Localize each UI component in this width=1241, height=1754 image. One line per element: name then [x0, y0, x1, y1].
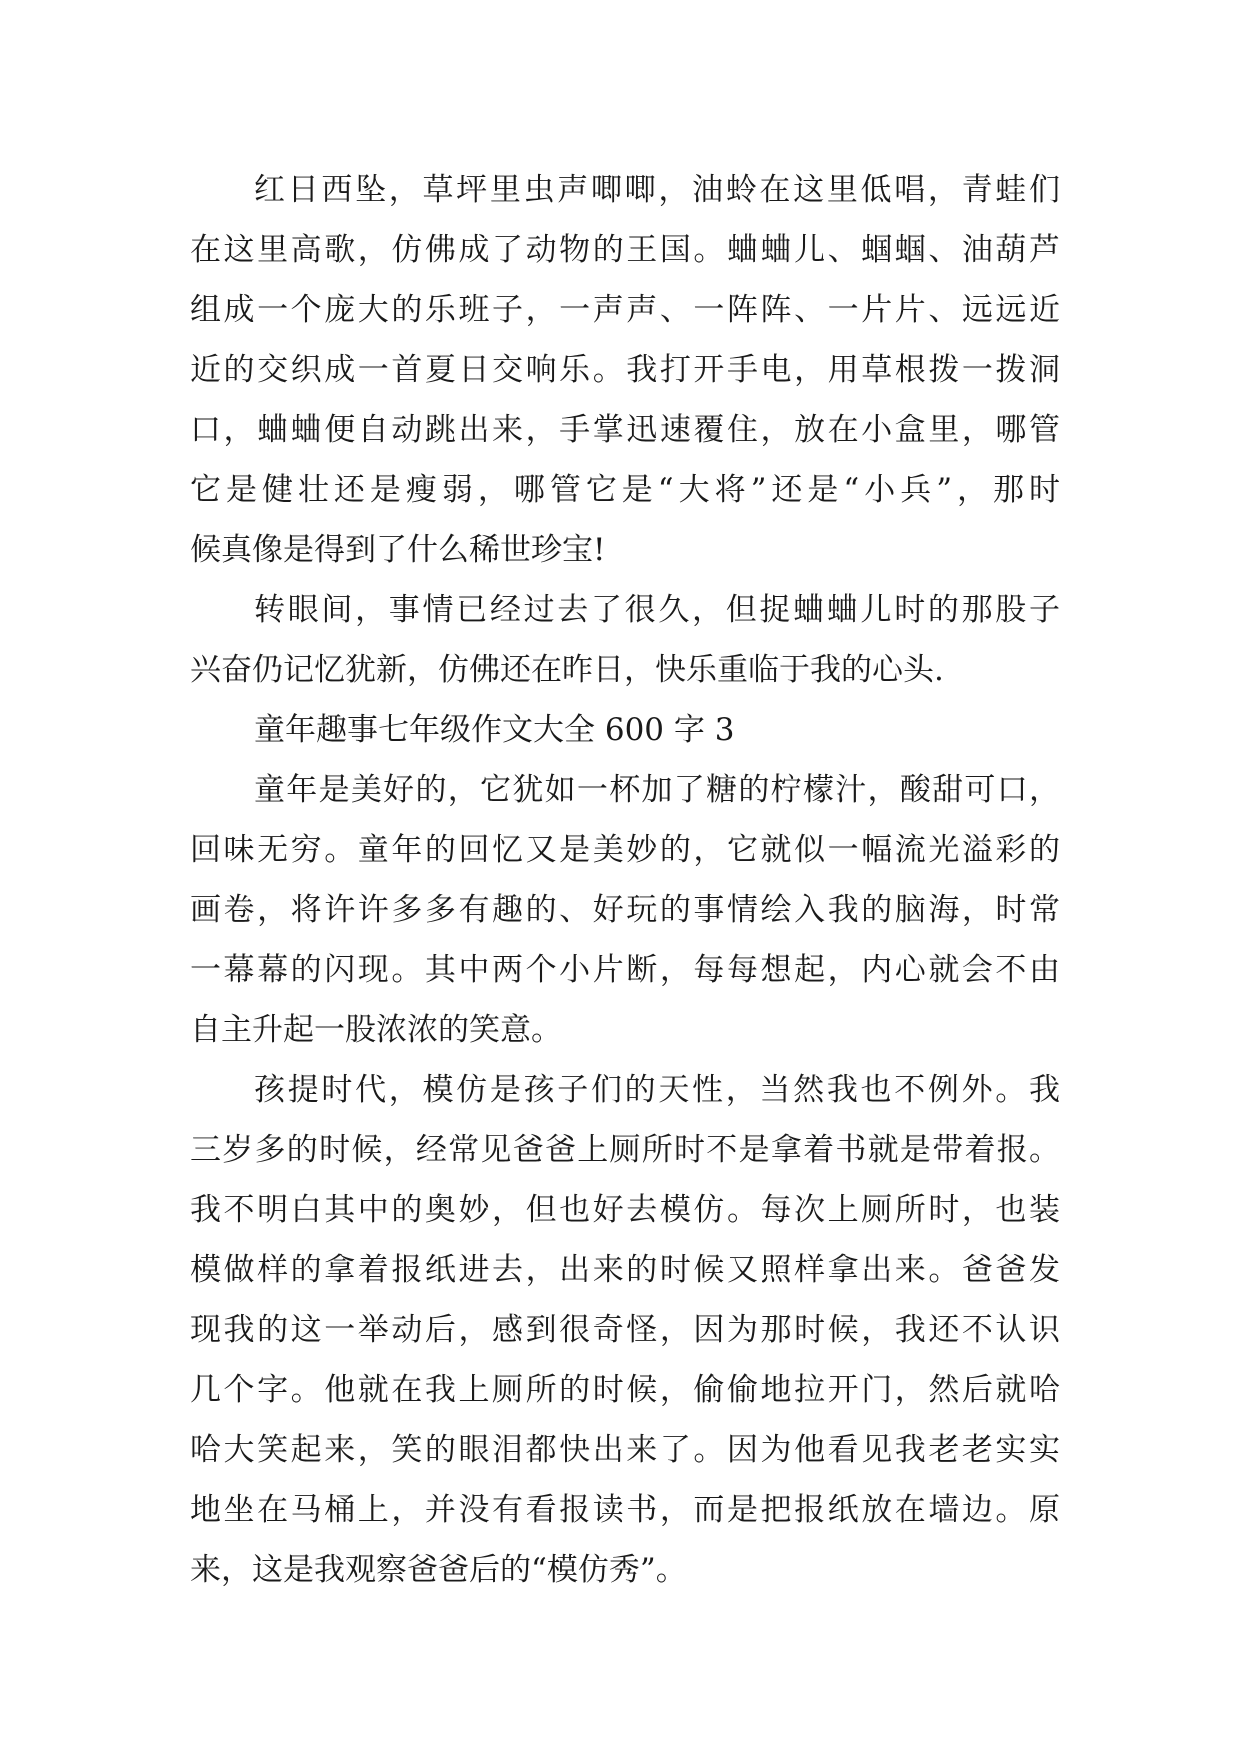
paragraph-line: 三岁多的时候，经常见爸爸上厕所时不是拿着书就是带着报。 [190, 1132, 1060, 1168]
paragraph-line: 在这里高歌，仿佛成了动物的王国。蛐蛐儿、蝈蝈、油葫芦 [190, 232, 1060, 268]
paragraph-1 [190, 160, 1060, 580]
paragraph-line: 转眼间，事情已经过去了很久，但捉蛐蛐儿时的那股子 [254, 592, 1060, 628]
paragraph-line: 兴奋仍记忆犹新，仿佛还在昨日，快乐重临于我的心头. [190, 652, 944, 688]
paragraph-line: 来，这是我观察爸爸后的“模仿秀”。 [190, 1552, 687, 1588]
paragraph-line: 自主升起一股浓浓的笑意。 [190, 1012, 562, 1048]
paragraph-line: 地坐在马桶上，并没有看报读书，而是把报纸放在墙边。原 [190, 1492, 1060, 1528]
paragraph-line: 近的交织成一首夏日交响乐。我打开手电，用草根拨一拨洞 [190, 352, 1060, 388]
paragraph-line: 候真像是得到了什么稀世珍宝! [190, 532, 606, 568]
paragraph-line: 它是健壮还是瘦弱，哪管它是“大将”还是“小兵”，那时 [190, 472, 1060, 508]
paragraph-line: 回味无穷。童年的回忆又是美妙的，它就似一幅流光溢彩的 [190, 832, 1060, 868]
paragraph-line: 童年是美好的，它犹如一杯加了糖的柠檬汁，酸甜可口， [254, 772, 1060, 808]
document-body [190, 160, 1060, 1600]
paragraph-3 [190, 760, 1060, 1060]
heading-text: 童年趣事七年级作文大全 600 字 3 [254, 712, 735, 748]
paragraph-line: 口，蛐蛐便自动跳出来，手掌迅速覆住，放在小盒里，哪管 [190, 412, 1060, 448]
paragraph-line: 孩提时代，模仿是孩子们的天性，当然我也不例外。我 [254, 1072, 1060, 1108]
paragraph-line: 画卷，将许许多多有趣的、好玩的事情绘入我的脑海，时常 [190, 892, 1060, 928]
paragraph-line: 一幕幕的闪现。其中两个小片断，每每想起，内心就会不由 [190, 952, 1060, 988]
paragraph-line: 几个字。他就在我上厕所的时候，偷偷地拉开门，然后就哈 [190, 1372, 1060, 1408]
paragraph-line: 组成一个庞大的乐班子，一声声、一阵阵、一片片、远远近 [190, 292, 1060, 328]
paragraph-line: 哈大笑起来，笑的眼泪都快出来了。因为他看见我老老实实 [190, 1432, 1060, 1468]
section-heading [190, 700, 1060, 760]
paragraph-line: 我不明白其中的奥妙，但也好去模仿。每次上厕所时，也装 [190, 1192, 1060, 1228]
paragraph-line: 模做样的拿着报纸进去，出来的时候又照样拿出来。爸爸发 [190, 1252, 1060, 1288]
paragraph-line: 现我的这一举动后，感到很奇怪，因为那时候，我还不认识 [190, 1312, 1060, 1348]
paragraph-4 [190, 1060, 1060, 1600]
paragraph-line: 红日西坠，草坪里虫声唧唧，油蛉在这里低唱，青蛙们 [254, 172, 1060, 208]
paragraph-2 [190, 580, 1060, 700]
